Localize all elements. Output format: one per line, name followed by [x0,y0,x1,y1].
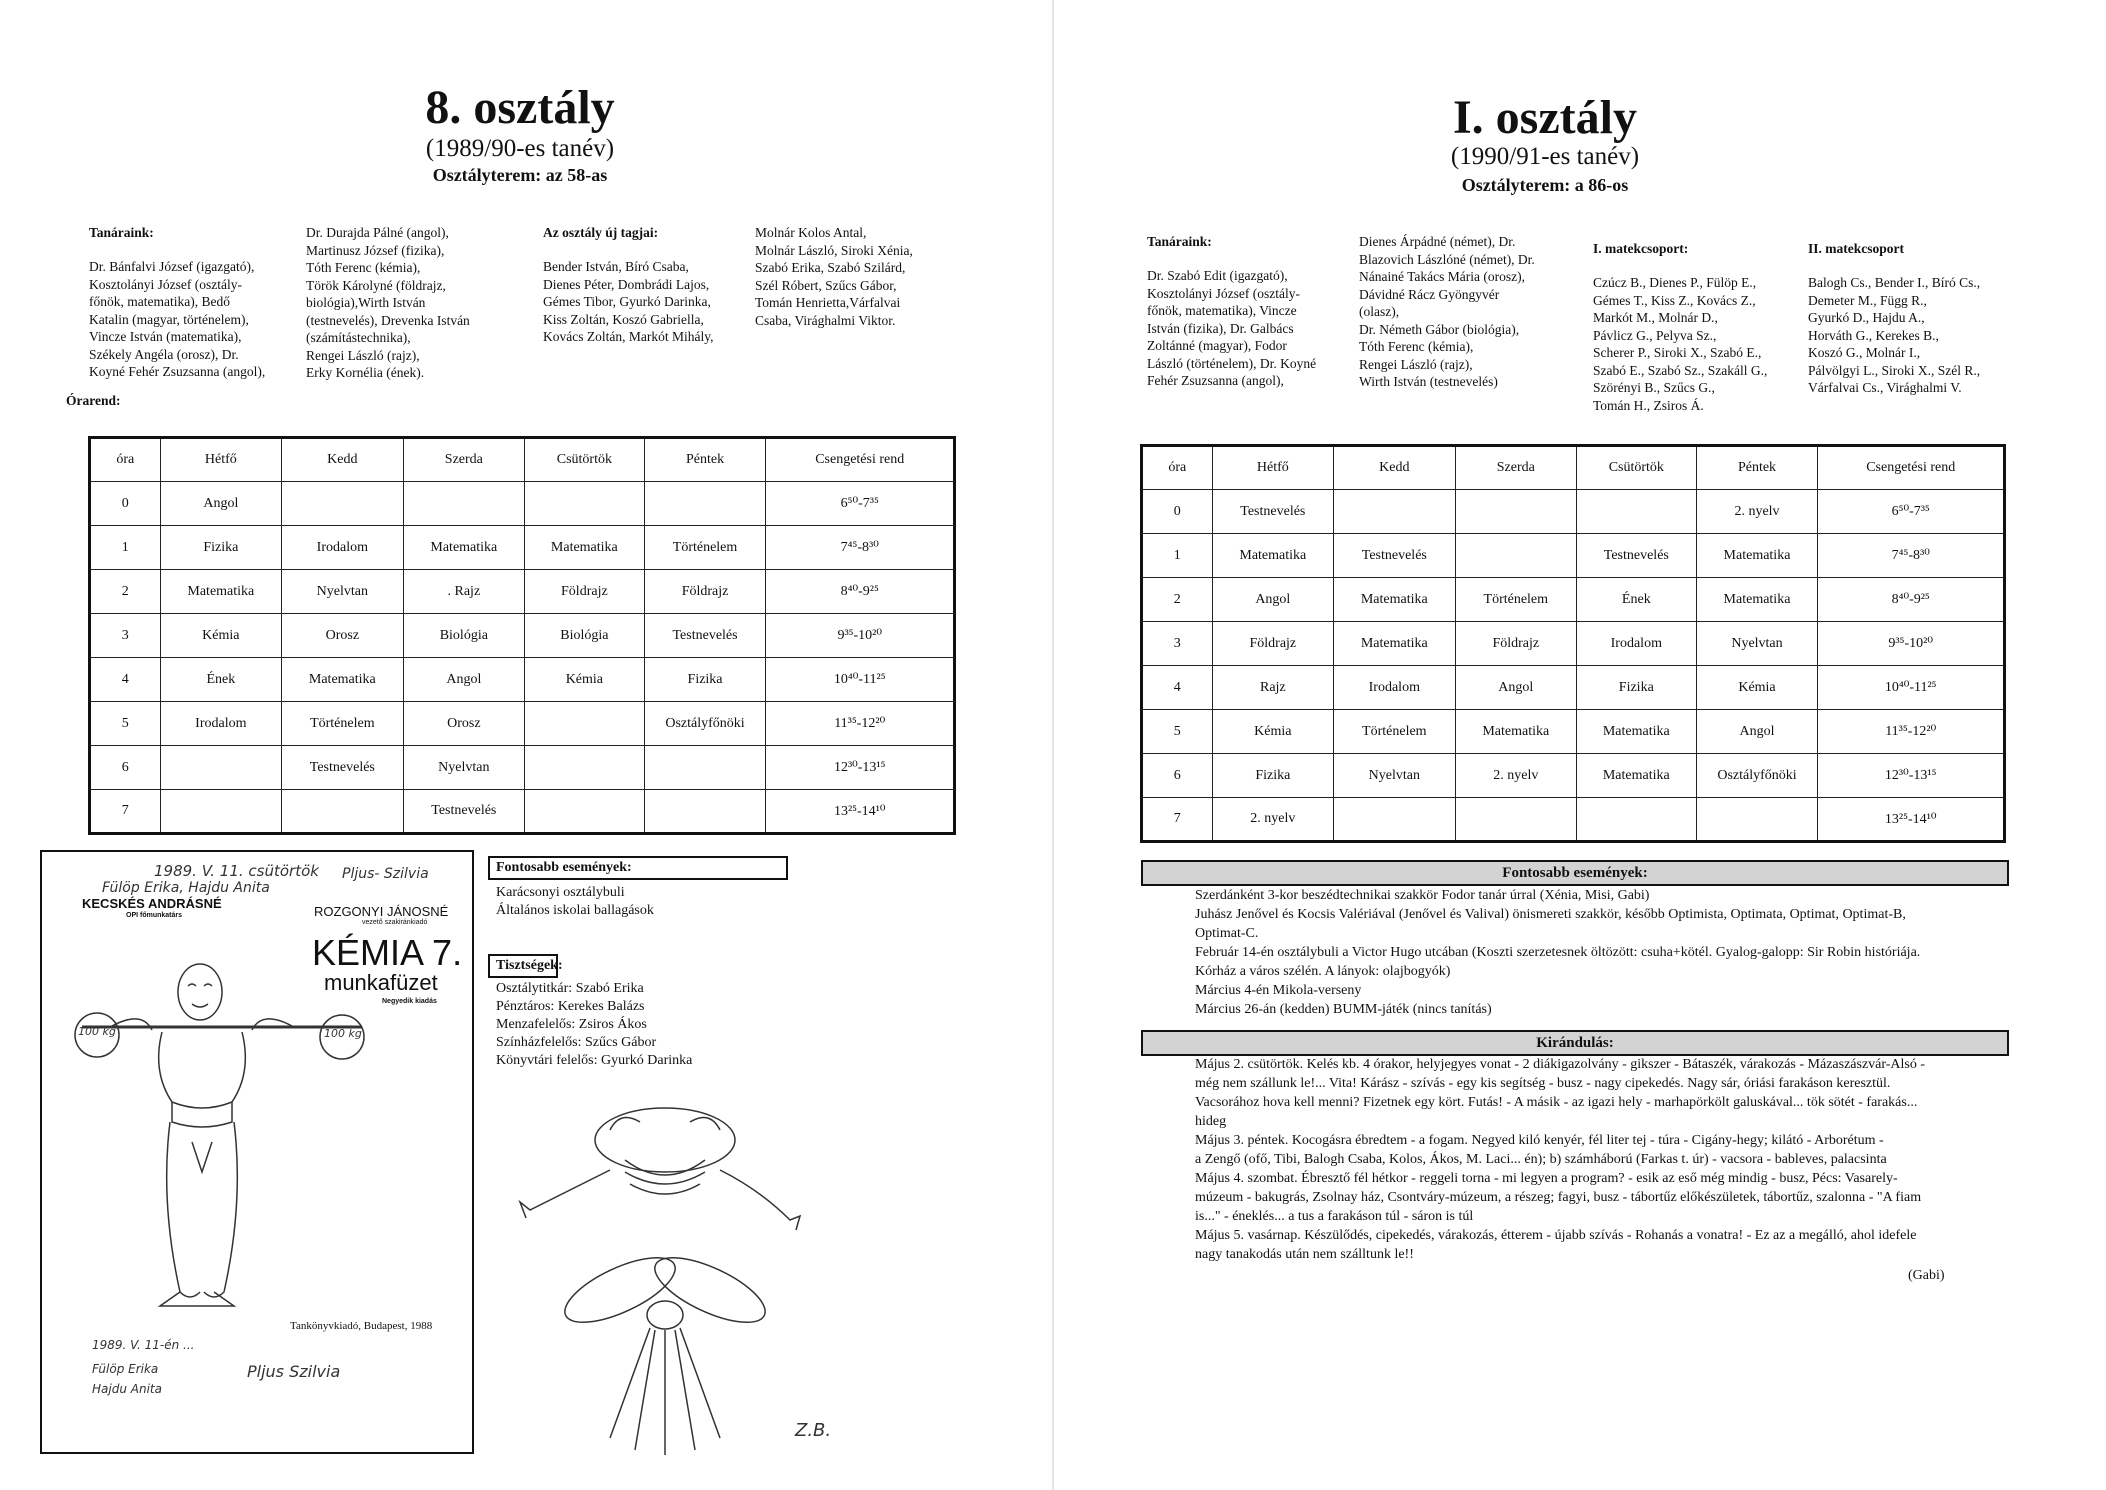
table-cell: Fizika [160,526,282,570]
table-cell: 7 [1142,798,1213,842]
left-officers-head: Tisztségek: [488,954,558,978]
text-line: (számítástechnika), [306,330,411,345]
text-line: Rengei László (rajz), [1359,356,1473,372]
table-cell: 0 [1142,490,1213,534]
table-cell: Testnevelés [1577,534,1697,578]
trip-line: még nem szállunk le!... Vita! Kárász - szívás - egy kis segítség - busz - nagy cipekedés. Nagy sár, óriási farakáson keresztül. [1195,1076,1891,1091]
sketch-signature: Z.B. [795,1420,832,1441]
table-cell: Nyelvtan [1334,754,1455,798]
table-cell: 4 [1142,666,1213,710]
table-cell [1577,490,1697,534]
table-cell: 5 [1142,710,1213,754]
table-header-cell: Csütörtök [525,438,645,482]
right-teachers-col1 [1147,267,1357,390]
table-cell: Irodalom [282,526,404,570]
text-line: Dr. Szabó Edit (igazgató), [1147,268,1288,283]
hand-names: Fülöp Erika, Hajdu Anita [102,880,270,896]
text-line: Dr. Németh Gábor (biológia), [1359,321,1520,337]
table-cell: 2. nyelv [1455,754,1576,798]
table-row [90,570,955,614]
trip-line: is..." - éneklés... a tus a farakáson túl - sáron is túl [1195,1209,1474,1224]
text-line: Horváth G., Kerekes B., [1808,327,1939,343]
left-officers-list [496,980,692,1070]
table-cell: Kémia [525,658,645,702]
table-cell [1334,490,1455,534]
table-cell: 11³⁵-12²⁰ [1818,710,2005,754]
text-line: Dr. Bánfalvi József (igazgató), [89,259,255,274]
hand-bottom-1: 1989. V. 11-én ... [92,1338,195,1352]
table-cell: 8⁴⁰-9²⁵ [766,570,955,614]
author2-sub: vezető szakiránkiadó [362,919,428,926]
event-item: Március 4-én Mikola-verseny [1195,983,1362,998]
table-cell: Angol [160,482,282,526]
table-cell: Történelem [1334,710,1455,754]
table-cell: 10⁴⁰-11²⁵ [1818,666,2005,710]
text-line: Tomán Henrietta,Várfalvai [755,295,901,310]
text-line: Dr. Durajda Pálné (angol), [306,225,449,240]
hand-sign-top: Pljus- Szilvia [342,866,429,882]
table-row [90,658,955,702]
table-cell: Angol [1455,666,1576,710]
table-cell: 7⁴⁵-8³⁰ [766,526,955,570]
table-cell: Földrajz [644,570,766,614]
table-cell: Orosz [403,702,525,746]
table-cell: Történelem [282,702,404,746]
table-cell: Történelem [1455,578,1576,622]
left-teachers-label: Tanáraink: [89,225,154,240]
table-cell: 6 [1142,754,1213,798]
left-events-list [496,884,654,920]
text-line: Pálvölgyi L., Siroki X., Szél R., [1808,362,1981,378]
trip-line: Vacsorához hova kell menni? Fizetnek egy kört. Futás! - A másik - az igazi hely - marhapörkölt galuskával... tök sötét - farakás... [1195,1095,1918,1110]
text-line: Wirth István (testnevelés) [1359,374,1498,389]
table-cell: 8⁴⁰-9²⁵ [1818,578,2005,622]
text-line: Székely Angéla (orosz), Dr. [89,346,239,362]
left-schedule-label: Órarend: [66,393,121,408]
table-cell: 6⁵⁰-7³⁵ [1818,490,2005,534]
table-header-cell: óra [1142,446,1213,490]
table-cell [644,482,766,526]
text-line: Molnár Kolos Antal, [755,225,867,240]
left-title: 8. osztály [425,81,615,134]
table-cell: 4 [90,658,161,702]
right-year: (1990/91-es tanév) [1450,143,1640,170]
table-cell: Kémia [1696,666,1818,710]
text-line: Tóth Ferenc (kémia), [1359,339,1474,354]
table-row [1142,490,2005,534]
table-header-cell: óra [90,438,161,482]
left-events-head: Fontosabb események: [488,856,788,880]
event-item: Kórház a város szélén. A lányok: olajbogyók) [1195,964,1451,979]
right-events-list [1195,886,1995,1019]
hand-date: 1989. V. 11. csütörtök [154,862,319,880]
table-row [90,482,955,526]
officer-item: Pénztáros: Kerekes Balázs [496,999,645,1014]
text-line: Kiss Zoltán, Koszó Gabriella, [543,311,704,327]
text-line: Szabó E., Szabó Sz., Szakáll G., [1593,362,1768,378]
text-line: Dienes Péter, Dombrádi Lajos, [543,276,710,292]
text-line: Scherer P., Siroki X., Szabó E., [1593,345,1762,360]
table-header-cell: Szerda [403,438,525,482]
table-cell [525,790,645,834]
book-subtitle: munkafüzet [324,970,438,995]
right-events-head: Fontosabb események: [1141,860,2009,886]
table-row [1142,798,2005,842]
table-cell: Testnevelés [644,614,766,658]
left-teachers-col1 [89,258,299,381]
table-cell: Matematika [1334,622,1455,666]
trip-line: Május 3. péntek. Kocogásra ébredtem - a fogam. Negyed kiló kenyér, fél liter tej - túra - Cigány-hegy; kilátó - Arborétum - [1195,1133,1884,1148]
text-line: István (fizika), Dr. Galbács [1147,320,1294,336]
table-cell: 2 [1142,578,1213,622]
officer-item: Színházfelelős: Szűcs Gábor [496,1035,657,1050]
trip-line: a Zengő (ofő, Tibi, Balogh Csaba, Kolos, Ákos, M. Laci... én); b) számháború (Farkas t. úr) - vacsora - bableves, palacsinta [1195,1152,1887,1167]
table-cell: 1 [90,526,161,570]
event-item: Karácsonyi osztálybuli [496,885,625,900]
table-cell: 3 [90,614,161,658]
table-cell [525,746,645,790]
text-line: Koszó G., Molnár I., [1808,345,1921,360]
text-line: Martinusz József (fizika), [306,242,445,258]
table-cell [525,482,645,526]
left-year: (1989/90-es tanév) [425,135,615,162]
text-line: (testnevelés), Drevenka István [306,312,470,328]
text-line: Gyurkó D., Hajdu A., [1808,310,1925,325]
table-header-cell: Hétfő [160,438,282,482]
table-cell: Kémia [1212,710,1333,754]
event-item: Juhász Jenővel és Kocsis Valériával (Jenővel és Valival) önismereti szakkör, később Optimista, Optimata, Optimat, Optimat-B, [1195,907,1906,922]
text-line: Demeter M., Függ R., [1808,292,1927,308]
text-line: Csaba, Virághalmi Viktor. [755,312,896,328]
table-row [90,790,955,834]
table-cell: Matematika [1577,754,1697,798]
table-cell: 2. nyelv [1212,798,1333,842]
table-cell: Történelem [644,526,766,570]
right-teachers-label: Tanáraink: [1147,234,1212,249]
table-cell: 6⁵⁰-7³⁵ [766,482,955,526]
author1: KECSKÉS ANDRÁSNÉ [82,896,222,911]
left-room: Osztályterem: az 58-as [432,165,608,185]
table-cell: 13²⁵-14¹⁰ [766,790,955,834]
table-cell: Földrajz [1212,622,1333,666]
text-line: Bender István, Bíró Csaba, [543,259,689,274]
table-cell [525,702,645,746]
table-cell: 13²⁵-14¹⁰ [1818,798,2005,842]
weight-right: 100 kg [324,1027,362,1040]
text-line: Blazovich Lászlóné (német), Dr. [1359,251,1535,267]
text-line: Zoltánné (magyar), Fodor [1147,338,1287,353]
table-cell: Ének [160,658,282,702]
table-cell: Rajz [1212,666,1333,710]
table-cell: Biológia [525,614,645,658]
table-cell [403,482,525,526]
text-line: Tomán H., Zsiros Á. [1593,397,1704,413]
table-cell: Irodalom [1334,666,1455,710]
text-line: (olasz), [1359,304,1400,319]
event-item: Optimat-C. [1195,926,1259,941]
right-trip-head: Kirándulás: [1141,1030,2009,1056]
officer-item: Könyvtári felelős: Gyurkó Darinka [496,1053,693,1068]
left-new-col1 [543,258,753,346]
table-cell [1455,798,1576,842]
table-cell: Nyelvtan [1696,622,1818,666]
table-header-cell: Péntek [1696,446,1818,490]
table-cell: 7⁴⁵-8³⁰ [1818,534,2005,578]
table-cell [1696,798,1818,842]
table-cell: Kémia [160,614,282,658]
table-cell: Matematika [1696,578,1818,622]
table-cell [1455,490,1576,534]
trip-line: Május 5. vasárnap. Készülődés, cipekedés, várakozás, étterem - újabb szívás - Rohanás a vonatra! - Ez az a megálló, ahol idefele [1195,1228,1917,1243]
table-header-cell: Csengetési rend [766,438,955,482]
table-cell: Testnevelés [1334,534,1455,578]
table-row [1142,754,2005,798]
table-header-cell: Csengetési rend [1818,446,2005,490]
edition: Negyedik kiadás [382,998,437,1005]
table-cell [160,746,282,790]
table-cell: Irodalom [160,702,282,746]
table-cell [644,746,766,790]
group2-list [1808,274,2008,397]
table-cell: Matematika [403,526,525,570]
table-cell: Testnevelés [1212,490,1333,534]
table-cell [1455,534,1576,578]
table-cell [282,790,404,834]
text-line: Szabó Erika, Szabó Szilárd, [755,260,906,275]
table-cell [1334,798,1455,842]
table-cell: Matematika [1696,534,1818,578]
right-page [1053,0,2106,1490]
table-cell: 10⁴⁰-11²⁵ [766,658,955,702]
table-header-cell: Hétfő [1212,446,1333,490]
text-line: biológia),Wirth István [306,295,426,310]
table-cell: Angol [1696,710,1818,754]
table-header-cell: Csütörtök [1577,446,1697,490]
right-trip-text [1195,1055,2025,1264]
right-room: Osztályterem: a 86-os [1461,175,1629,195]
text-line: Rengei László (rajz), [306,347,420,363]
text-line: Kosztolányi József (osztály- [89,276,242,292]
table-cell: Matematika [525,526,645,570]
table-cell [282,482,404,526]
text-line: Erky Kornélia (ének). [306,365,425,380]
table-cell: Matematika [1334,578,1455,622]
trip-signature: (Gabi) [1908,1268,1945,1283]
text-line: Markót M., Molnár D., [1593,310,1718,325]
table-cell: 3 [1142,622,1213,666]
table-cell: Földrajz [525,570,645,614]
right-teachers-col2 [1359,233,1574,391]
text-line: Dienes Árpádné (német), Dr. [1359,234,1516,249]
text-line: Várfalvai Cs., Virághalmi V. [1808,380,1962,395]
group1-label: I. matekcsoport: [1593,241,1689,256]
trip-line: Május 2. csütörtök. Kelés kb. 4 órakor, helyjegyes vonat - 2 diákigazolvány - gikszer - Bátaszék, várakozás - Mázaszászvár-Alsó - [1195,1057,1926,1072]
text-line: Gémes Tibor, Gyurkó Darinka, [543,294,711,309]
trip-line: hideg [1195,1114,1227,1129]
table-cell: Angol [403,658,525,702]
table-cell: 2 [90,570,161,614]
text-line: Kovács Zoltán, Markót Mihály, [543,329,714,344]
text-line: Fehér Zsuzsanna (angol), [1147,373,1284,388]
text-line: Gémes T., Kiss Z., Kovács Z., [1593,292,1756,308]
event-item: Általános iskolai ballagások [496,903,654,918]
text-line: főnök, matematika), Vincze [1147,303,1297,318]
officer-item: Osztálytitkár: Szabó Erika [496,981,644,996]
table-cell: Biológia [403,614,525,658]
text-line: Molnár László, Siroki Xénia, [755,242,913,258]
text-line: Pávlicz G., Pelyva Sz., [1593,327,1717,343]
table-cell: Matematika [1577,710,1697,754]
table-cell: Irodalom [1577,622,1697,666]
text-line: főnök, matematika), Bedő [89,294,230,309]
group1-list [1593,274,1808,414]
table-cell: 7 [90,790,161,834]
table-cell: 5 [90,702,161,746]
left-new-col2 [755,224,970,329]
text-line: Vincze István (matematika), [89,329,242,344]
hand-bottom-3: Hajdu Anita [92,1382,162,1396]
weight-left: 100 kg [78,1025,116,1038]
text-line: Szél Róbert, Szűcs Gábor, [755,277,897,293]
left-timetable [88,436,956,835]
table-row [1142,534,2005,578]
table-cell: 2. nyelv [1696,490,1818,534]
table-cell: 11³⁵-12²⁰ [766,702,955,746]
table-cell: 12³⁰-13¹⁵ [766,746,955,790]
text-line: Török Károlyné (földrajz, [306,277,446,293]
right-timetable [1140,444,2006,843]
table-cell: 9³⁵-10²⁰ [1818,622,2005,666]
text-line: László (történelem), Dr. Koyné [1147,355,1317,371]
table-cell: Matematika [282,658,404,702]
table-cell: Osztályfőnöki [1696,754,1818,798]
left-teachers-col2 [306,224,516,382]
author1-sub: OPI főmunkatárs [126,912,183,919]
author2: ROZGONYI JÁNOSNÉ [314,904,449,919]
trip-line: nagy tanakodás után nem szálltunk le!! [1195,1247,1414,1262]
frog-fly-sketch [500,1100,830,1460]
table-row [90,702,955,746]
text-line: Balogh Cs., Bender I., Bíró Cs., [1808,275,1981,290]
text-line: Katalin (magyar, történelem), [89,311,249,327]
text-line: Szörényi B., Szűcs G., [1593,380,1715,395]
event-item: Március 26-án (kedden) BUMM-játék (nincs tanítás) [1195,1002,1492,1017]
table-cell: Matematika [160,570,282,614]
table-row [1142,710,2005,754]
text-line: Dávidné Rácz Gyöngyvér [1359,286,1500,302]
table-cell: Testnevelés [403,790,525,834]
text-line: Czúcz B., Dienes P., Fülöp E., [1593,275,1757,290]
table-cell: Fizika [644,658,766,702]
table-header-cell: Péntek [644,438,766,482]
text-line: Koyné Fehér Zsuzsanna (angol), [89,364,266,379]
table-cell: Orosz [282,614,404,658]
table-cell [1577,798,1697,842]
event-item: Február 14-én osztálybuli a Victor Hugo utcában (Koszti szerzetesnek öltözött: csuha+kötél. Gyalog-galopp: Sir Robin históriája. [1195,945,1921,960]
table-cell: 6 [90,746,161,790]
table-cell: Nyelvtan [282,570,404,614]
table-header-cell: Szerda [1455,446,1576,490]
table-header-cell: Kedd [1334,446,1455,490]
table-cell: Nyelvtan [403,746,525,790]
trip-line: Május 4. szombat. Ébresztő fél hétkor - reggeli torna - mi legyen a program? - esik az eső még mindig - busz, Pécs: Vasarely- [1195,1171,1898,1186]
left-new-members-label: Az osztály új tagjai: [543,225,659,240]
table-cell: 12³⁰-13¹⁵ [1818,754,2005,798]
table-header-row [1142,446,2005,490]
book-title: KÉMIA 7. [312,932,463,973]
table-row [1142,622,2005,666]
table-row [90,614,955,658]
group2-label: II. matekcsoport [1808,241,1904,256]
right-title: I. osztály [1453,91,1637,144]
table-cell [644,790,766,834]
table-row [1142,578,2005,622]
table-cell: 0 [90,482,161,526]
table-cell: Fizika [1212,754,1333,798]
table-cell: 9³⁵-10²⁰ [766,614,955,658]
hand-bottom-2: Fülöp Erika [92,1362,159,1376]
table-cell: Osztályfőnöki [644,702,766,746]
table-row [1142,666,2005,710]
table-cell: Matematika [1455,710,1576,754]
text-line: Kosztolányi József (osztály- [1147,285,1300,301]
table-cell: Fizika [1577,666,1697,710]
officer-item: Menzafelelős: Zsiros Ákos [496,1017,647,1032]
text-line: Nánainé Takács Mária (orosz), [1359,269,1525,284]
table-header-cell: Kedd [282,438,404,482]
table-cell [160,790,282,834]
table-cell: Angol [1212,578,1333,622]
trip-line: múzeum - bakugrás, Zsolnay ház, Csontváry-múzeum, a részeg; fagyi, busz - tábortűz előkészületek, tábortűz, szalonna - "A fiam [1195,1190,1922,1205]
publisher: Tankönyvkiadó, Budapest, 1988 [290,1320,433,1332]
table-cell: Ének [1577,578,1697,622]
table-cell: Testnevelés [282,746,404,790]
table-header-row [90,438,955,482]
table-cell: 1 [1142,534,1213,578]
book-cover-image [40,850,474,1454]
table-row [90,746,955,790]
event-item: Szerdánként 3-kor beszédtechnikai szakkör Fodor tanár úrral (Xénia, Misi, Gabi) [1195,888,1650,903]
table-cell: Matematika [1212,534,1333,578]
table-row [90,526,955,570]
table-cell: . Rajz [403,570,525,614]
text-line: Tóth Ferenc (kémia), [306,260,421,275]
table-cell: Földrajz [1455,622,1576,666]
hand-sign-bottom: Pljus Szilvia [247,1362,341,1381]
